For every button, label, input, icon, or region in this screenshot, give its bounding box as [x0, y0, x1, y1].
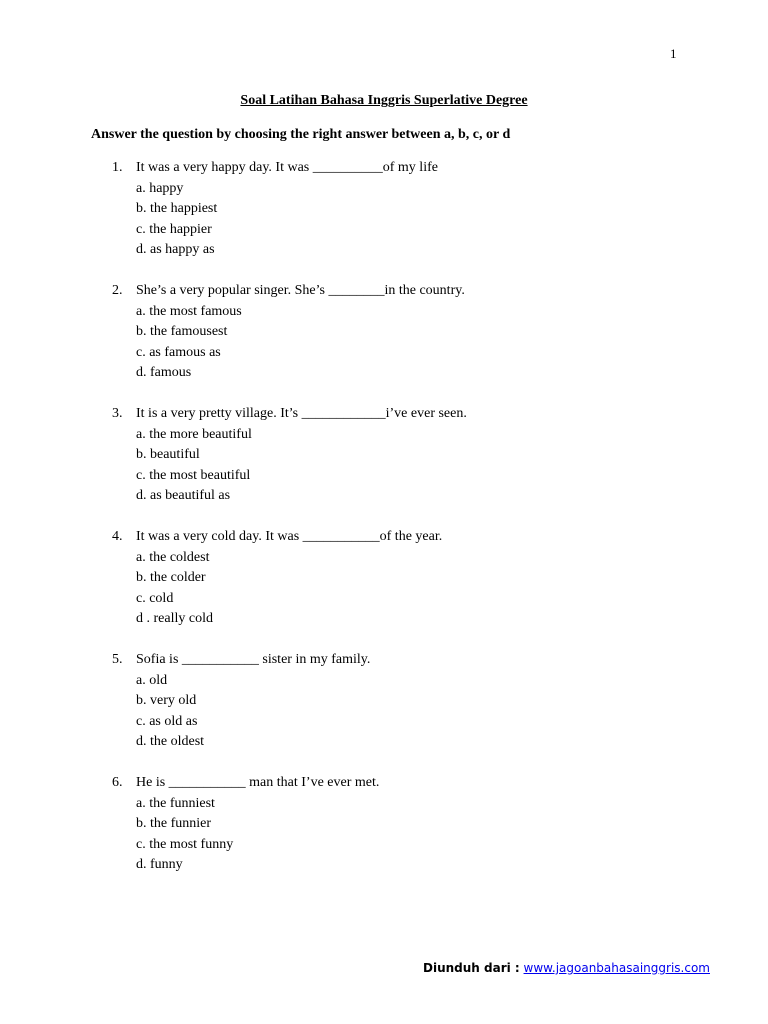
- question-2-number: 2.: [112, 283, 123, 298]
- question-6-number: 6.: [112, 775, 123, 790]
- question-2: [112, 281, 672, 384]
- question-3-option-b: b. beautiful: [136, 447, 200, 462]
- footer-website-link[interactable]: www.jagoanbahasainggris.com: [523, 961, 710, 975]
- question-6-line: [112, 773, 672, 794]
- question-1: [112, 158, 672, 261]
- question-4-option-c: c. cold: [136, 590, 174, 606]
- question-3-option-a: a. the more beautiful: [136, 426, 252, 442]
- question-6: [112, 773, 672, 876]
- question-2-text: She’s a very popular singer. She’s ________in the country.: [136, 283, 465, 298]
- question-4-option-a: a. the coldest: [136, 549, 210, 565]
- question-6-option-c: c. the most funny: [136, 836, 234, 852]
- question-1-text: It was a very happy day. It was __________of my life: [136, 160, 438, 175]
- question-2-option-b: b. the famousest: [136, 324, 228, 339]
- question-4-option-d: d . really cold: [136, 611, 213, 626]
- question-1-option-b: b. the happiest: [136, 201, 218, 216]
- question-1-line: [112, 158, 672, 179]
- question-5-text: Sofia is ___________ sister in my family.: [136, 652, 371, 667]
- question-5-option-d: d. the oldest: [136, 734, 205, 749]
- question-5-line: [112, 650, 672, 671]
- question-6-text: He is ___________ man that I’ve ever met.: [136, 775, 380, 790]
- question-5-option-b: b. very old: [136, 693, 197, 708]
- question-4-option-b: b. the colder: [136, 570, 206, 585]
- question-5: [112, 650, 672, 753]
- question-5-option-c: c. as old as: [136, 713, 198, 729]
- question-3-text: It is a very pretty village. It’s ____________i’ve ever seen.: [136, 406, 467, 421]
- question-4-line: [112, 527, 672, 548]
- question-3-number: 3.: [112, 406, 123, 421]
- question-5-number: 5.: [112, 652, 123, 667]
- instruction-text: Answer the question by choosing the right answer between a, b, c, or d: [91, 127, 511, 142]
- question-2-option-a: a. the most famous: [136, 303, 242, 319]
- question-1-option-a: a. happy: [136, 180, 184, 196]
- question-3-line: [112, 404, 672, 425]
- page-number: 1: [670, 46, 677, 61]
- question-4-text: It was a very cold day. It was ___________of the year.: [136, 529, 443, 544]
- question-2-line: [112, 281, 672, 302]
- question-6-option-d: d. funny: [136, 857, 183, 872]
- question-2-option-d: d. famous: [136, 365, 192, 380]
- question-3-option-d: d. as beautiful as: [136, 488, 231, 503]
- question-1-number: 1.: [112, 160, 123, 175]
- question-4-number: 4.: [112, 529, 123, 544]
- question-6-option-b: b. the funnier: [136, 816, 212, 831]
- question-5-option-a: a. old: [136, 672, 168, 688]
- footer: [423, 961, 710, 975]
- page-title: Soal Latihan Bahasa Inggris Superlative Degree: [240, 93, 528, 108]
- question-3-option-c: c. the most beautiful: [136, 467, 251, 483]
- question-1-option-c: c. the happier: [136, 221, 212, 237]
- footer-label: Diunduh dari :: [423, 961, 520, 975]
- question-3: [112, 404, 672, 507]
- question-2-option-c: c. as famous as: [136, 344, 221, 360]
- question-1-option-d: d. as happy as: [136, 242, 215, 257]
- question-4: [112, 527, 672, 630]
- question-6-option-a: a. the funniest: [136, 795, 215, 811]
